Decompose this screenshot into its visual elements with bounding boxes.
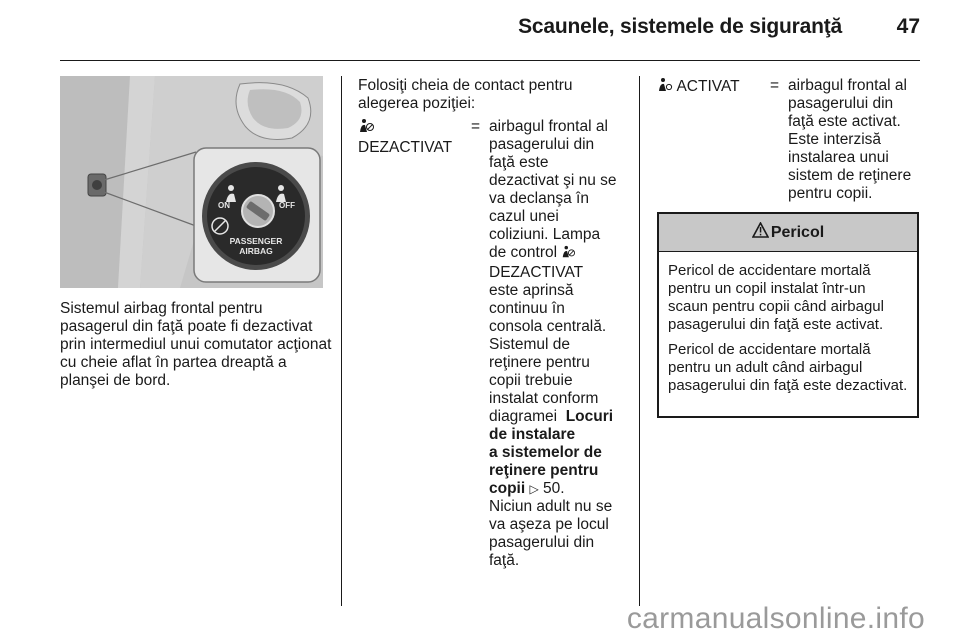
- page-number: 47: [896, 15, 920, 38]
- page-header-title: Scaunele, sistemele de siguranţă: [518, 15, 842, 38]
- danger-header: [659, 214, 917, 252]
- page-ref[interactable]: 50.: [543, 480, 565, 497]
- danger-paragraph-2: Pericol de accidentare mortală pentru un adult când airbagul pasagerului din faţă este dezactivat.: [668, 341, 908, 394]
- column-divider-right: [639, 76, 640, 606]
- passenger-airbag-off-icon: [358, 118, 374, 139]
- column-divider-left: [341, 76, 342, 606]
- switch-label-airbag: AIRBAG: [239, 246, 273, 256]
- warning-triangle-icon: [752, 222, 769, 243]
- activated-term: [657, 77, 740, 98]
- crossref-link[interactable]: copii: [489, 480, 526, 497]
- deactivated-equals: =: [471, 118, 481, 135]
- crossref-link[interactable]: reţinere pentru: [489, 462, 599, 479]
- crossref-link[interactable]: Locuri: [565, 408, 614, 425]
- crossref-link[interactable]: de instalare: [489, 426, 576, 443]
- danger-title: Pericol: [770, 223, 825, 241]
- danger-body: [659, 252, 917, 395]
- activated-label: ACTIVAT: [676, 78, 740, 95]
- danger-paragraph-1: Pericol de accidentare mortală pentru un copil instalat într-un scaun pentru copii când airbagul pasagerului din faţă este activat.: [668, 262, 884, 333]
- switch-label-off: OFF: [279, 201, 295, 210]
- intro-text: Folosiţi cheia de contact pentru alegerea poziţiei:: [358, 77, 573, 112]
- airbag-switch-illustration: [60, 76, 323, 288]
- crossref-link[interactable]: a sistemelor de: [489, 444, 602, 461]
- deactivated-label: DEZACTIVAT: [358, 139, 453, 156]
- header-rule: [60, 60, 920, 61]
- passenger-airbag-off-icon: [561, 245, 575, 264]
- passenger-airbag-on-icon: [657, 77, 673, 98]
- deactivated-definition: airbagul frontal al pasagerului din faţă este dezactivat şi nu se va declanşa în cazul unei coliziuni. Lampa de control DEZACTIVAT este aprinsă continuu în consola centrală. Sistemul de reţinere pentru copii trebuie instalat conform diagramei Locuri de instalare a sistemelor de reţinere pentru copii ▷ 50. Niciun adult nu se va aşeza pe locul pasagerului din faţă.: [489, 118, 617, 569]
- page-ref-arrow-icon: ▷: [529, 482, 539, 496]
- deactivated-term: [358, 118, 452, 157]
- danger-warning-box: [657, 212, 919, 418]
- switch-label-on: ON: [218, 201, 230, 210]
- figure-caption: Sistemul airbag frontal pentru pasagerul din faţă poate fi dezactivat prin intermediul unui comutator acţionat cu cheie aflat în partea dreaptă a planşei de bord.: [60, 300, 332, 389]
- activated-equals: =: [770, 77, 780, 94]
- switch-label-passenger: PASSENGER: [229, 236, 283, 246]
- watermark: carmanualsonline.info: [626, 602, 925, 635]
- activated-definition: airbagul frontal al pasagerului din faţă este activat. Este interzisă instalarea unui sistem de reţinere pentru copii.: [788, 77, 912, 202]
